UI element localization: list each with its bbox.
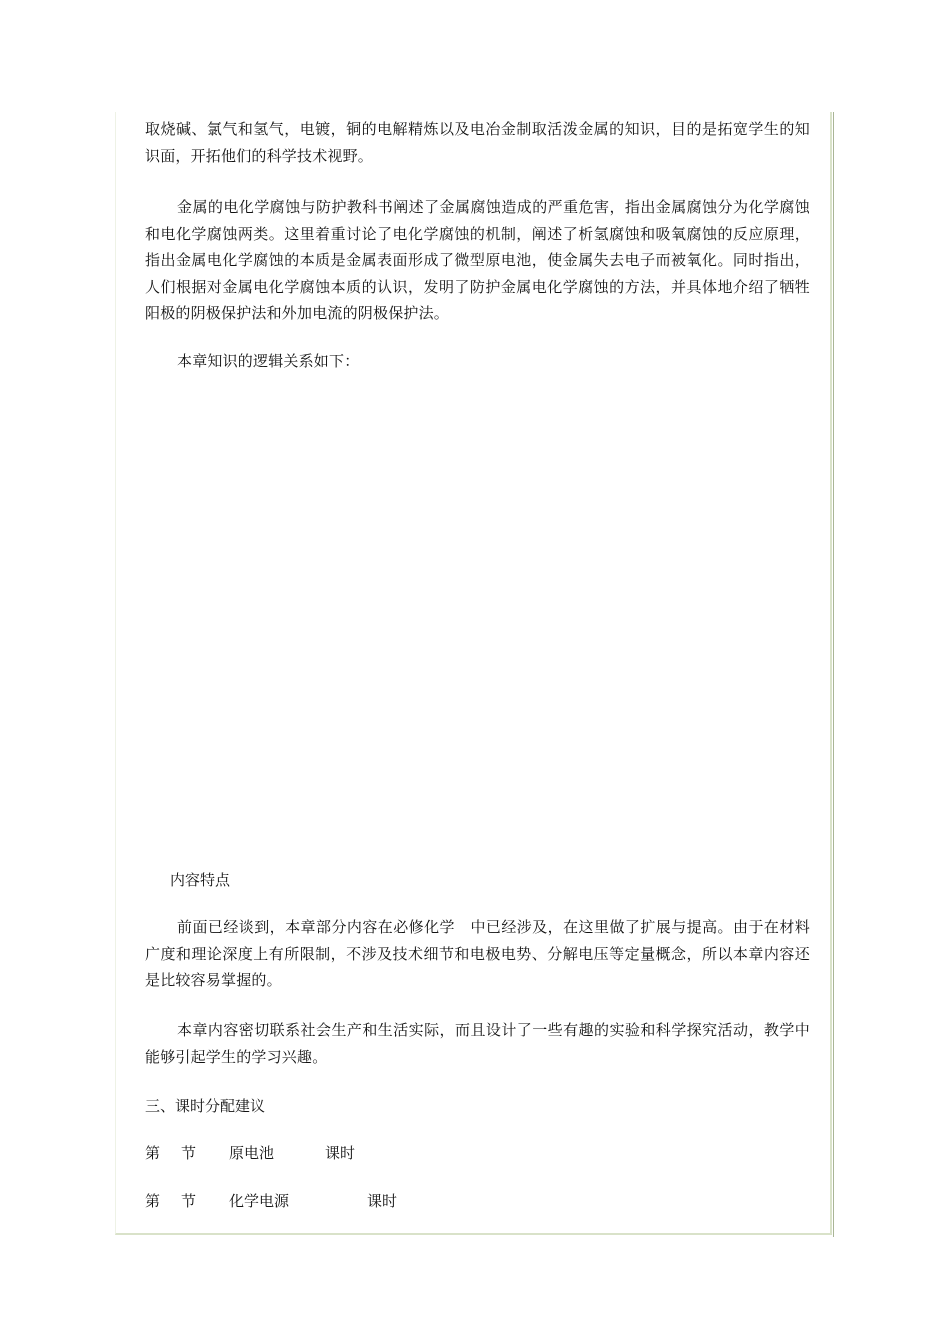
paragraph-content-scope: 前面已经谈到，本章部分内容在必修化学 中已经涉及，在这里做了扩展与提高。由于在材料广度和理论深度上有所限制，不涉及技术细节和电极电势、分解电压等定量概念，所以本章内容还是比较容易掌握的。 xyxy=(145,918,810,989)
paragraph-logic-intro: 本章知识的逻辑关系如下： xyxy=(177,352,360,370)
paragraph-electrolysis-applications: 取烧碱、氯气和氢气，电镀，铜的电解精炼以及电冶金制取活泼金属的知识，目的是拓宽学生的知识面，开拓他们的科学技术视野。 xyxy=(145,120,810,165)
section-heading-lesson-allocation: 三、课时分配建议 xyxy=(145,1097,266,1115)
paragraph-practical-relevance: 本章内容密切联系社会生产和生活实际，而且设计了一些有趣的实验和科学探究活动，教学中能够引起学生的学习兴趣。 xyxy=(145,1021,810,1066)
features-heading: 内容特点 xyxy=(170,871,231,889)
lesson-ordinal-suffix: 节 xyxy=(181,1192,197,1210)
lesson-hours: 课时 xyxy=(367,1192,398,1210)
lesson-ordinal-suffix: 节 xyxy=(181,1144,197,1162)
lesson-ordinal-prefix: 第 xyxy=(145,1192,161,1210)
diagram-placeholder xyxy=(145,384,810,854)
paragraph-metal-corrosion: 金属的电化学腐蚀与防护教科书阐述了金属腐蚀造成的严重危害，指出金属腐蚀分为化学腐蚀和电化学腐蚀两类。这里着重讨论了电化学腐蚀的机制，阐述了析氢腐蚀和吸氧腐蚀的反应原理，指出金属电化学腐蚀的本质是金属表面形成了微型原电池，使金属失去电子而被氧化。同时指出，人们根据对金属电化学腐蚀本质的认识，发明了防护金属电化学腐蚀的方法，并具体地介绍了牺牲阳极的阴极保护法和外加电流的阴极保护法。 xyxy=(145,198,810,322)
lesson-ordinal-prefix: 第 xyxy=(145,1144,161,1162)
lesson-hours: 课时 xyxy=(325,1144,356,1162)
lesson-row xyxy=(145,1188,545,1214)
lesson-name: 化学电源 xyxy=(229,1192,290,1210)
frame-right-border xyxy=(833,112,834,1237)
lesson-row xyxy=(145,1140,545,1166)
lesson-name: 原电池 xyxy=(229,1144,275,1162)
